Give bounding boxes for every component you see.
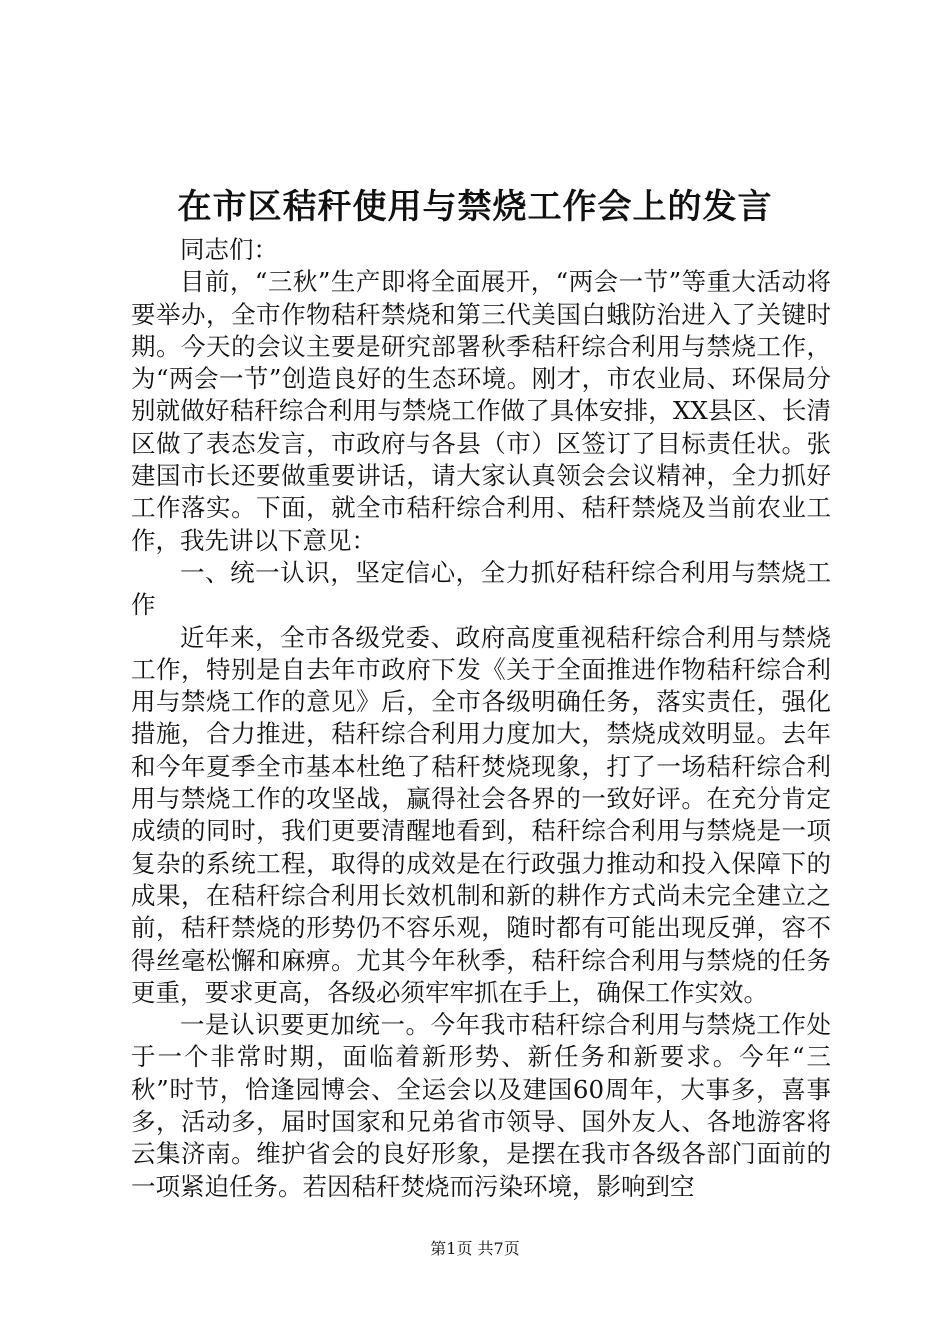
document-title: 在市区秸秆使用与禁烧工作会上的发言 [177, 187, 773, 227]
document-body [131, 234, 831, 1203]
section-heading: 一、统一认识，坚定信心，全力抓好秸秆综合利用与禁烧工作 [131, 557, 831, 620]
body-paragraph: 目前，“三秋”生产即将全面展开，“两会一节”等重大活动将要举办，全市作物秸秆禁烧和第三代美国白蛾防治进入了关键时期。今天的会议主要是研究部署秋季秸秆综合利用与禁烧工作，为“两会一节”创造良好的生态环境。刚才，市农业局、环保局分别就做好秸秆综合利用与禁烧工作做了具体安排，XX县区、长清区做了表态发言，市政府与各县（市）区签订了目标责任状。张建国市长还要做重要讲话，请大家认真领会会议精神，全力抓好工作落实。下面，就全市秸秆综合利用、秸秆禁烧及当前农业工作，我先讲以下意见： [131, 267, 831, 555]
salutation-paragraph: 同志们： [180, 235, 278, 264]
body-paragraph: 一是认识要更加统一。今年我市秸秆综合利用与禁烧工作处于一个非常时期，面临着新形势、新任务和新要求。今年“三秋”时节，恰逢园博会、全运会以及建国60周年，大事多，喜事多，活动多，届时国家和兄弟省市领导、国外友人、各地游客将云集济南。维护省会的良好形象，是摆在我市各级各部门面前的一项紧迫任务。若因秸秆焚烧而污染环境，影响到空 [131, 1010, 831, 1201]
page-number-footer: 第1页 共7页 [430, 1239, 520, 1258]
body-paragraph: 近年来，全市各级党委、政府高度重视秸秆综合利用与禁烧工作，特别是自去年市政府下发《关于全面推进作物秸秆综合利用与禁烧工作的意见》后，全市各级明确任务，落实责任，强化措施，合力推进，秸秆综合利用力度加大，禁烧成效明显。去年和今年夏季全市基本杜绝了秸秆焚烧现象，打了一场秸秆综合利用与禁烧工作的攻坚战，赢得社会各界的一致好评。在充分肯定成绩的同时，我们更要清醒地看到，秸秆综合利用与禁烧是一项复杂的系统工程，取得的成效是在行政强力推动和投入保障下的成果，在秸秆综合利用长效机制和新的耕作方式尚未完全建立之前，秸秆禁烧的形势仍不容乐观，随时都有可能出现反弹，容不得丝毫松懈和麻痹。尤其今年秋季，秸秆综合利用与禁烧的任务更重，要求更高，各级必须牢牢抓在手上，确保工作实效。 [131, 622, 831, 1007]
